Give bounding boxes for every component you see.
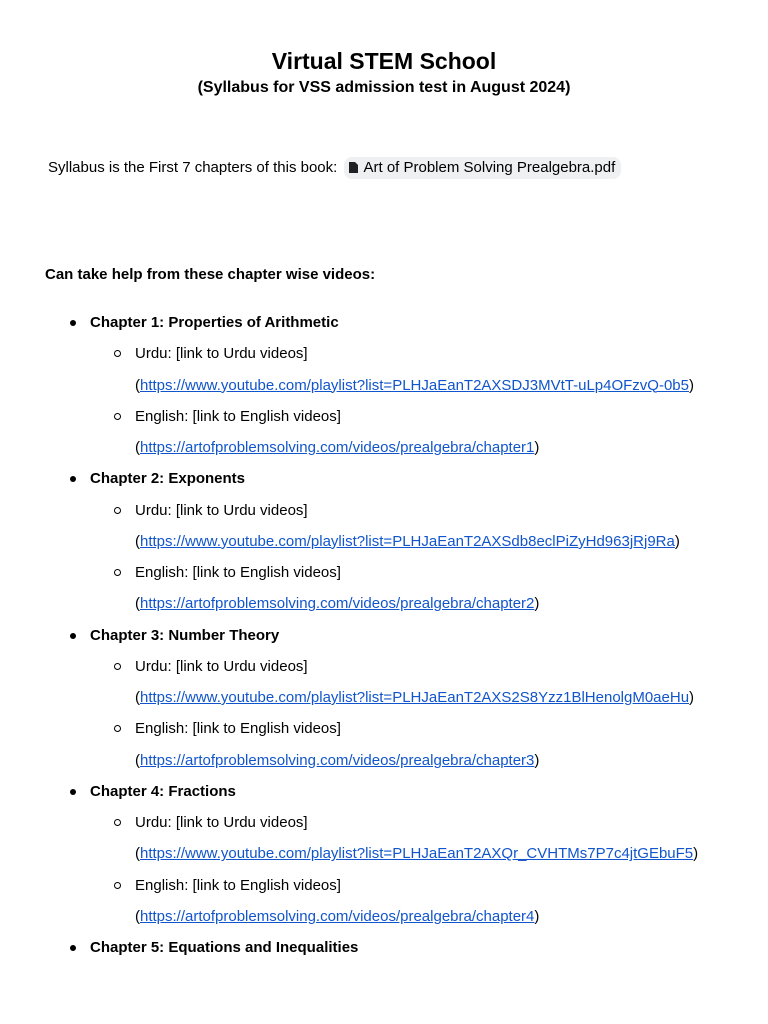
list-item (0, 838, 768, 869)
circle-bullet-icon (114, 507, 121, 514)
english-link-label: English: [link to English videos] (135, 564, 341, 581)
english-link-label: English: [link to English videos] (135, 876, 341, 894)
list-item (0, 870, 768, 901)
url-line: (https://artofproblemsolving.com/videos/prealgebra/chapter2) (135, 595, 540, 613)
english-video-link[interactable]: https://artofproblemsolving.com/videos/prealgebra/chapter1 (140, 439, 535, 456)
circle-bullet-icon (114, 350, 121, 357)
page-title: Virtual STEM School (271, 48, 497, 74)
english-link-label: English: [link to English videos] (135, 720, 341, 738)
urdu-link-label: Urdu: [link to Urdu videos] (135, 657, 308, 675)
english-video-link[interactable]: https://artofproblemsolving.com/videos/prealgebra/chapter4 (140, 907, 535, 925)
urdu-link-label: Urdu: [link to Urdu videos] (135, 501, 308, 519)
chapter-title: Chapter 4: Fractions (90, 782, 236, 800)
circle-bullet-icon (114, 725, 121, 732)
list-item (0, 901, 768, 932)
list-item (0, 401, 768, 432)
url-line: (https://www.youtube.com/playlist?list=PLHJaEanT2AXS2S8Yzz1BlHenolgM0aeHu) (135, 689, 695, 706)
bullet-icon (70, 789, 76, 795)
chapter-title: Chapter 5: Equations and Inequalities (90, 939, 359, 956)
list-item (0, 620, 768, 651)
list-item (0, 557, 768, 588)
syllabus-line (48, 157, 621, 179)
english-video-link[interactable]: https://artofproblemsolving.com/videos/prealgebra/chapter2 (140, 595, 535, 613)
circle-bullet-icon (114, 663, 121, 670)
urdu-video-link[interactable]: https://www.youtube.com/playlist?list=PLHJaEanT2AXSDJ3MVtT-uLp4OFzvQ-0b5 (140, 376, 689, 394)
urdu-link-label: Urdu: [link to Urdu videos] (135, 345, 308, 363)
english-video-link[interactable]: https://artofproblemsolving.com/videos/prealgebra/chapter3 (140, 751, 535, 769)
file-chip-label: Art of Problem Solving Prealgebra.pdf (363, 159, 616, 176)
list-item (0, 526, 768, 557)
list-item (0, 651, 768, 682)
url-line: (https://www.youtube.com/playlist?list=PLHJaEanT2AXSdb8eclPiZyHd963jRj9Ra) (135, 532, 680, 550)
list-item (0, 776, 768, 807)
syllabus-text: Syllabus is the First 7 chapters of this book: (48, 159, 338, 176)
url-line: (https://www.youtube.com/playlist?list=PLHJaEanT2AXQr_CVHTMs7P7c4jtGEbuF5) (135, 845, 699, 863)
urdu-video-link[interactable]: https://www.youtube.com/playlist?list=PLHJaEanT2AXS2S8Yzz1BlHenolgM0aeHu (140, 689, 690, 706)
bullet-icon (70, 320, 76, 326)
list-item (0, 432, 768, 463)
list-item (0, 495, 768, 526)
url-line: (https://artofproblemsolving.com/videos/prealgebra/chapter4) (135, 907, 540, 925)
list-item (0, 463, 768, 494)
list-item (0, 338, 768, 369)
bullet-icon (70, 476, 76, 482)
list-item (0, 307, 768, 338)
chapter-title: Chapter 2: Exponents (90, 470, 246, 488)
circle-bullet-icon (114, 882, 121, 889)
chapter-title: Chapter 1: Properties of Arithmetic (90, 314, 339, 331)
chapter-list (0, 307, 768, 963)
bullet-icon (70, 633, 76, 639)
file-icon (349, 162, 358, 173)
chapter-title: Chapter 3: Number Theory (90, 626, 280, 644)
circle-bullet-icon (114, 819, 121, 826)
circle-bullet-icon (114, 413, 121, 420)
url-line: (https://artofproblemsolving.com/videos/prealgebra/chapter1) (135, 439, 540, 456)
list-item (0, 370, 768, 401)
list-item (0, 682, 768, 713)
urdu-video-link[interactable]: https://www.youtube.com/playlist?list=PLHJaEanT2AXQr_CVHTMs7P7c4jtGEbuF5 (140, 845, 694, 863)
url-line: (https://artofproblemsolving.com/videos/prealgebra/chapter3) (135, 751, 540, 769)
list-item (0, 588, 768, 619)
urdu-video-link[interactable]: https://www.youtube.com/playlist?list=PLHJaEanT2AXSdb8eclPiZyHd963jRj9Ra (140, 532, 675, 550)
list-item (0, 932, 768, 963)
url-line: (https://www.youtube.com/playlist?list=PLHJaEanT2AXSDJ3MVtT-uLp4OFzvQ-0b5) (135, 376, 694, 394)
list-item (0, 745, 768, 776)
videos-intro: Can take help from these chapter wise videos: (45, 266, 376, 283)
english-link-label: English: [link to English videos] (135, 407, 341, 425)
file-chip[interactable] (344, 157, 621, 179)
circle-bullet-icon (114, 569, 121, 576)
list-item (0, 713, 768, 744)
page-subtitle: (Syllabus for VSS admission test in August 2024) (197, 79, 571, 96)
urdu-link-label: Urdu: [link to Urdu videos] (135, 814, 308, 831)
bullet-icon (70, 945, 76, 951)
list-item (0, 807, 768, 838)
